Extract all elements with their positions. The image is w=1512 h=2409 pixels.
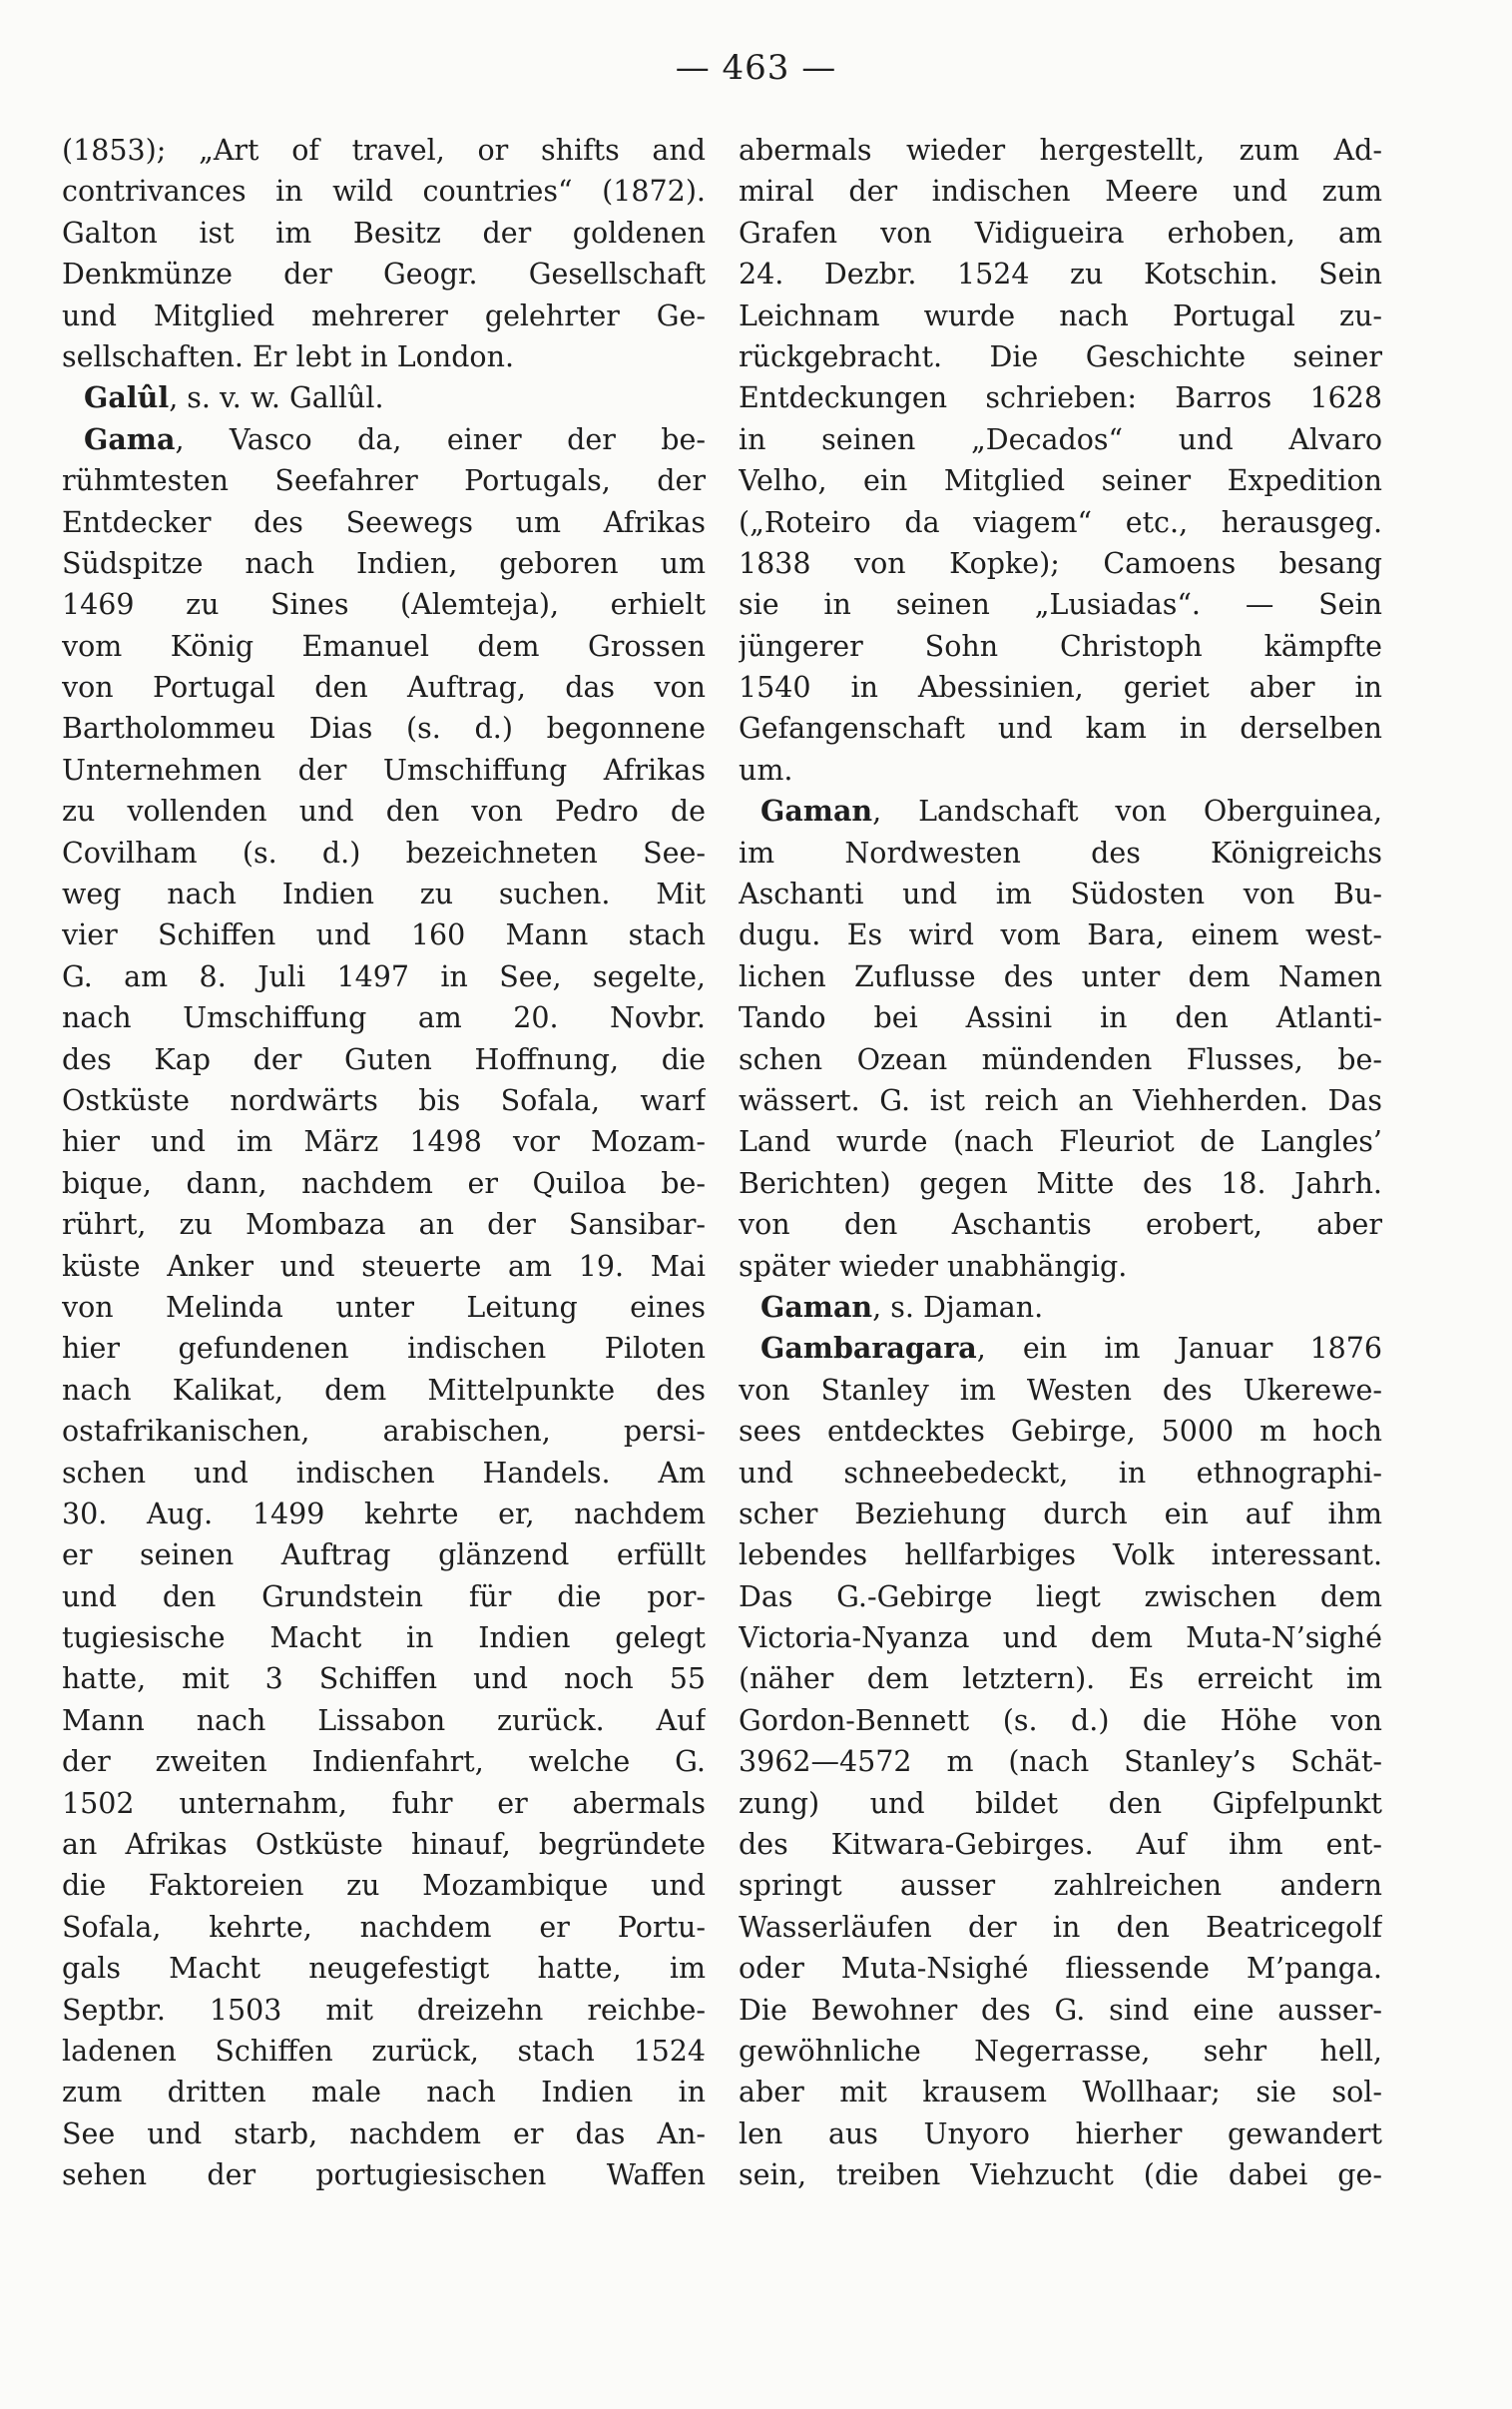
text-line: Wasserläufen der in den Beatricegolf	[739, 1910, 1382, 1944]
text-line: 1469 zu Sines (Alemteja), erhielt	[62, 588, 706, 622]
text-line: der zweiten Indienfahrt, welche G.	[62, 1745, 706, 1779]
text-line: gewöhnliche Negerrasse, sehr hell,	[739, 2034, 1382, 2068]
text-line: Grafen von Vidigueira erhoben, am	[739, 216, 1382, 250]
entry-headword: Galûl	[84, 380, 170, 415]
text-line: 3962—4572 m (nach Stanley’s Schät-	[739, 1745, 1382, 1779]
text-line: Berichten) gegen Mitte des 18. Jahrh.	[739, 1166, 1382, 1200]
text-line: sehen der portugiesischen Waffen	[62, 2158, 706, 2192]
text-line: Velho, ein Mitglied seiner Expedition	[739, 464, 1382, 498]
text-line: lebendes hellfarbiges Volk interessant.	[739, 1538, 1382, 1572]
text-line: Galton ist im Besitz der goldenen	[62, 216, 706, 250]
text-line: nach Umschiffung am 20. Novbr.	[62, 1001, 706, 1035]
text-line: Gordon-Bennett (s. d.) die Höhe von	[739, 1703, 1382, 1737]
text-line: 1502 unternahm, fuhr er abermals	[62, 1786, 706, 1820]
text-line: er seinen Auftrag glänzend erfüllt	[62, 1538, 706, 1572]
text-line: 24. Dezbr. 1524 zu Kotschin. Sein	[739, 258, 1382, 292]
entry-gama: Gama, Vasco da, einer der be-	[84, 421, 706, 456]
text-line: hatte, mit 3 Schiffen und noch 55	[62, 1662, 706, 1696]
entry-gambaragara: Gambaragara, ein im Januar 1876	[760, 1331, 1382, 1366]
text-line: 1540 in Abessinien, geriet aber in	[739, 671, 1382, 705]
text-line: Tando bei Assini in den Atlanti-	[739, 1001, 1382, 1035]
text-line: in seinen „Decados“ und Alvaro	[739, 422, 1382, 456]
entry-galul: Galûl, s. v. w. Gallûl.	[84, 380, 384, 415]
text-line: und den Grundstein für die por-	[62, 1579, 706, 1613]
right-text-column	[739, 130, 1382, 2196]
text-line: lichen Zuflusse des unter dem Namen	[739, 959, 1382, 993]
text-line: Land wurde (nach Fleuriot de Langles’	[739, 1125, 1382, 1159]
text-line: ostafrikanischen, arabischen, persi-	[62, 1415, 706, 1449]
text-line: G. am 8. Juli 1497 in See, segelte,	[62, 959, 706, 993]
left-text-column	[62, 130, 706, 2196]
text-line: schen Ozean mündenden Flusses, be-	[739, 1042, 1382, 1076]
text-line: aber mit krausem Wollhaar; sie sol-	[739, 2076, 1382, 2109]
text-line: abermals wieder hergestellt, zum Ad-	[739, 134, 1382, 167]
text-line: schen und indischen Handels. Am	[62, 1456, 706, 1490]
text-line: Covilham (s. d.) bezeichneten See-	[62, 836, 706, 870]
text-line: sein, treiben Viehzucht (die dabei ge-	[739, 2158, 1382, 2192]
text-line: von den Aschantis erobert, aber	[739, 1208, 1382, 1242]
text-line: Bartholommeu Dias (s. d.) begonnene	[62, 712, 706, 746]
text-line: bique, dann, nachdem er Quiloa be-	[62, 1166, 706, 1200]
text-line: Entdecker des Seewegs um Afrikas	[62, 505, 706, 539]
entry-headword: Gama	[84, 421, 176, 456]
text-line: Leichnam wurde nach Portugal zu-	[739, 299, 1382, 332]
text-line: sees entdecktes Gebirge, 5000 m hoch	[739, 1415, 1382, 1449]
text-line: wässert. G. ist reich an Viehherden. Das	[739, 1083, 1382, 1117]
text-line: Entdeckungen schrieben: Barros 1628	[739, 381, 1382, 415]
text-line: küste Anker und steuerte am 19. Mai	[62, 1249, 706, 1283]
text-line: vom König Emanuel dem Grossen	[62, 629, 706, 663]
text-line: (näher dem letztern). Es erreicht im	[739, 1662, 1382, 1696]
text-line: Sofala, kehrte, nachdem er Portu-	[62, 1910, 706, 1944]
text-line: 30. Aug. 1499 kehrte er, nachdem	[62, 1497, 706, 1530]
text-line: um.	[739, 753, 793, 787]
text-line: Mann nach Lissabon zurück. Auf	[62, 1703, 706, 1737]
text-line: jüngerer Sohn Christoph kämpfte	[739, 629, 1382, 663]
entry-gaman-djaman: Gaman, s. Djaman.	[760, 1289, 1044, 1324]
text-line: von Portugal den Auftrag, das von	[62, 671, 706, 705]
text-line: 1838 von Kopke); Camoens besang	[739, 546, 1382, 580]
text-line: dugu. Es wird vom Bara, einem west-	[739, 918, 1382, 952]
text-line: Die Bewohner des G. sind eine ausser-	[739, 1993, 1382, 2027]
text-line: contrivances in wild countries“ (1872).	[62, 175, 706, 209]
text-line: springt ausser zahlreichen andern	[739, 1869, 1382, 1903]
text-line: (1853); „Art of travel, or shifts and	[62, 134, 706, 167]
text-line: scher Beziehung durch ein auf ihm	[739, 1497, 1382, 1530]
entry-gaman: Gaman, Landschaft von Oberguinea,	[760, 794, 1382, 829]
text-line: nach Kalikat, dem Mittelpunkte des	[62, 1373, 706, 1407]
text-line: sie in seinen „Lusiadas“. — Sein	[739, 588, 1382, 622]
text-line: an Afrikas Ostküste hinauf, begründete	[62, 1828, 706, 1862]
text-line: sellschaften. Er lebt in London.	[62, 339, 515, 373]
text-line: im Nordwesten des Königreichs	[739, 836, 1382, 870]
text-line: Victoria-Nyanza und dem Muta-N’sighé	[739, 1621, 1382, 1655]
page-number: — 463 —	[675, 48, 837, 88]
entry-headword: Gaman	[760, 794, 873, 829]
text-line: hier und im März 1498 vor Mozam-	[62, 1125, 706, 1159]
text-line: Das G.-Gebirge liegt zwischen dem	[739, 1579, 1382, 1613]
text-line: des Kitwara-Gebirges. Auf ihm ent-	[739, 1828, 1382, 1862]
entry-headword: Gambaragara	[760, 1331, 977, 1366]
text-line: von Melinda unter Leitung eines	[62, 1290, 706, 1324]
text-line: zu vollenden und den von Pedro de	[62, 795, 706, 829]
text-line: rühmtesten Seefahrer Portugals, der	[62, 464, 706, 498]
text-line: See und starb, nachdem er das An-	[62, 2116, 706, 2150]
text-line: zung) und bildet den Gipfelpunkt	[739, 1786, 1382, 1820]
text-line: Denkmünze der Geogr. Gesellschaft	[62, 258, 706, 292]
text-line: des Kap der Guten Hoffnung, die	[62, 1042, 706, 1076]
text-line: gals Macht neugefestigt hatte, im	[62, 1952, 706, 1986]
text-line: Südspitze nach Indien, geboren um	[62, 546, 706, 580]
text-line: hier gefundenen indischen Piloten	[62, 1332, 706, 1366]
text-line: Gefangenschaft und kam in derselben	[739, 712, 1382, 746]
text-line: len aus Unyoro hierher gewandert	[739, 2116, 1382, 2150]
text-line: Ostküste nordwärts bis Sofala, warf	[62, 1083, 706, 1117]
text-line: von Stanley im Westen des Ukerewe-	[739, 1373, 1382, 1407]
text-line: Aschanti und im Südosten von Bu-	[739, 878, 1382, 911]
text-line: oder Muta-Nsighé fliessende M’panga.	[739, 1952, 1382, 1986]
entry-headword: Gaman	[760, 1289, 873, 1324]
text-line: weg nach Indien zu suchen. Mit	[62, 878, 706, 911]
text-line: („Roteiro da viagem“ etc., herausgeg.	[739, 505, 1382, 539]
text-line: Septbr. 1503 mit dreizehn reichbe-	[62, 1993, 706, 2027]
text-line: und schneebedeckt, in ethnographi-	[739, 1456, 1382, 1490]
text-line: ladenen Schiffen zurück, stach 1524	[62, 2034, 706, 2068]
text-line: und Mitglied mehrerer gelehrter Ge-	[62, 299, 706, 332]
text-line: vier Schiffen und 160 Mann stach	[62, 918, 706, 952]
text-line: rückgebracht. Die Geschichte seiner	[739, 339, 1382, 373]
text-line: zum dritten male nach Indien in	[62, 2076, 706, 2109]
text-line: tugiesische Macht in Indien gelegt	[62, 1621, 706, 1655]
text-line: die Faktoreien zu Mozambique und	[62, 1869, 706, 1903]
text-line: rührt, zu Mombaza an der Sansibar-	[62, 1208, 706, 1242]
text-line: später wieder unabhängig.	[739, 1249, 1128, 1283]
text-line: miral der indischen Meere und zum	[739, 175, 1382, 209]
text-line: Unternehmen der Umschiffung Afrikas	[62, 753, 706, 787]
